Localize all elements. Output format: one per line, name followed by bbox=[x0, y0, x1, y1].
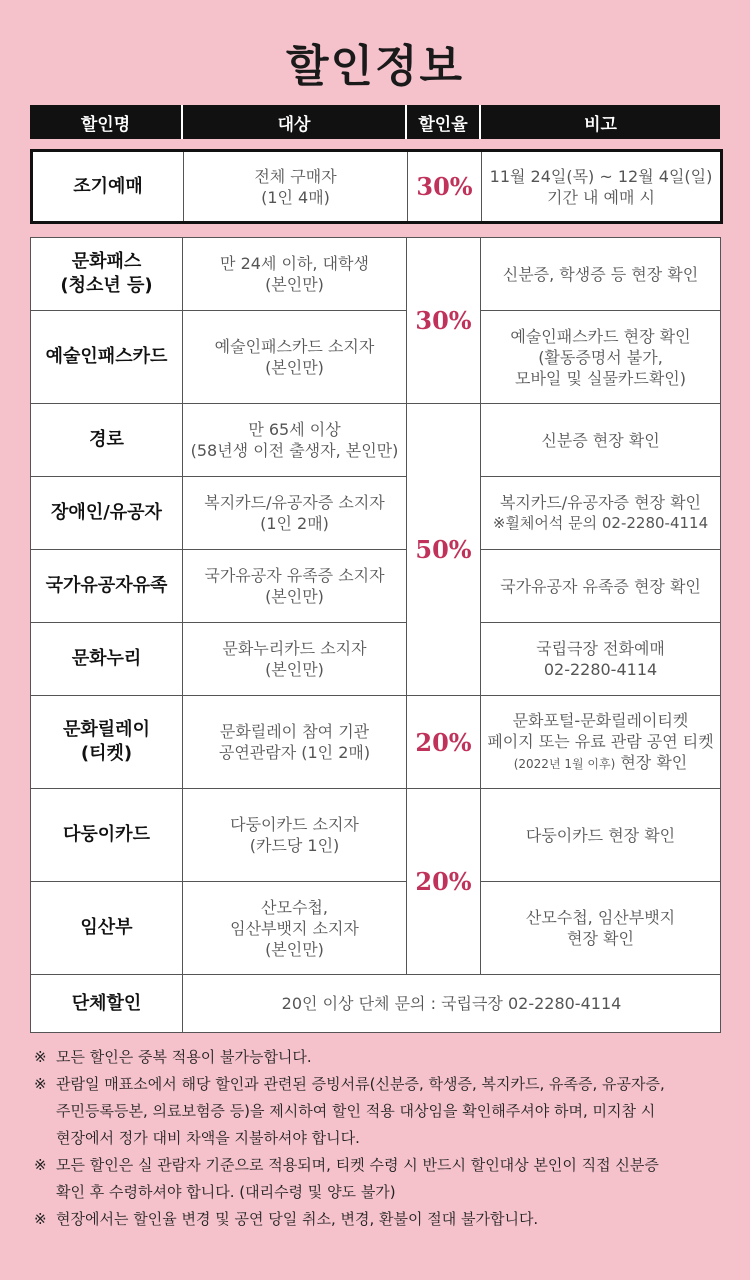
discount-target: 문화릴레이 참여 기관 공연관람자 (1인 2매) bbox=[183, 696, 407, 789]
list-item: ※ 관람일 매표소에서 해당 할인과 관련된 증빙서류(신분증, 학생증, 복지카드, 유족증, 유공자증, 주민등록등본, 의료보험증 등)을 제시하여 할인 적용 대상임을 확인해주셔야 하며, 미지참 시 현장에서 정가 대비 차액을 지불하셔야 합니다. bbox=[34, 1071, 724, 1152]
discount-note: 산모수첩, 임산부뱃지 현장 확인 bbox=[481, 882, 721, 975]
page-title: 할인정보 bbox=[285, 41, 464, 92]
list-item: ※ 모든 할인은 중복 적용이 불가능합니다. bbox=[34, 1044, 724, 1071]
discount-name: 다둥이카드 bbox=[31, 789, 183, 882]
discount-target: 예술인패스카드 소지자 (본인만) bbox=[183, 311, 407, 404]
discount-target: 전체 구매자 (1인 4매) bbox=[184, 151, 408, 223]
table-row bbox=[31, 975, 721, 1033]
discount-name: 임산부 bbox=[31, 882, 183, 975]
discount-rate: 20% bbox=[407, 696, 481, 789]
discount-target: 산모수첩, 임산부뱃지 소지자 (본인만) bbox=[183, 882, 407, 975]
notes-list bbox=[34, 1044, 724, 1233]
header-rate: 할인율 bbox=[406, 105, 480, 139]
list-item: ※ 모든 할인은 실 관람자 기준으로 적용되며, 티켓 수령 시 반드시 할인대상 본인이 직접 신분증 확인 후 수령하셔야 합니다. (대리수령 및 양도 불가) bbox=[34, 1152, 724, 1206]
table-row bbox=[31, 882, 721, 975]
discount-target: 만 65세 이상 (58년생 이전 출생자, 본인만) bbox=[183, 404, 407, 477]
table-row bbox=[31, 623, 721, 696]
discount-note: 국립극장 전화예매 02-2280-4114 bbox=[481, 623, 721, 696]
header-target: 대상 bbox=[182, 105, 406, 139]
header-name: 할인명 bbox=[30, 105, 182, 139]
discount-target: 문화누리카드 소지자 (본인만) bbox=[183, 623, 407, 696]
discount-target: 복지카드/유공자증 소지자 (1인 2매) bbox=[183, 477, 407, 550]
note-mark: ※ bbox=[34, 1210, 47, 1228]
discount-rate: 30% bbox=[408, 151, 482, 223]
discount-note: 복지카드/유공자증 현장 확인 ※휠체어석 문의 02-2280-4114 bbox=[481, 477, 721, 550]
discount-note: 다둥이카드 현장 확인 bbox=[481, 789, 721, 882]
table-row bbox=[31, 550, 721, 623]
discount-note: 신분증, 학생증 등 현장 확인 bbox=[481, 238, 721, 311]
discount-target: 국가유공자 유족증 소지자 (본인만) bbox=[183, 550, 407, 623]
discount-name: 문화릴레이 (티켓) bbox=[31, 696, 183, 789]
discount-note: 신분증 현장 확인 bbox=[481, 404, 721, 477]
discount-name: 문화누리 bbox=[31, 623, 183, 696]
discount-note: 예술인패스카드 현장 확인 (활동증명서 불가, 모바일 및 실물카드확인) bbox=[481, 311, 721, 404]
discount-table bbox=[30, 237, 721, 1033]
discount-note: 국가유공자 유족증 현장 확인 bbox=[481, 550, 721, 623]
discount-name: 예술인패스카드 bbox=[31, 311, 183, 404]
discount-name: 문화패스 (청소년 등) bbox=[31, 238, 183, 311]
header-note: 비고 bbox=[480, 105, 720, 139]
discount-target: 만 24세 이하, 대학생 (본인만) bbox=[183, 238, 407, 311]
discount-rate: 20% bbox=[407, 789, 481, 975]
discount-note: 11월 24일(목) ~ 12월 4일(일) 기간 내 예매 시 bbox=[482, 151, 722, 223]
discount-name: 단체할인 bbox=[31, 975, 183, 1033]
table-row bbox=[31, 238, 721, 311]
discount-name: 경로 bbox=[31, 404, 183, 477]
discount-name: 장애인/유공자 bbox=[31, 477, 183, 550]
discount-note: 20인 이상 단체 문의 : 국립극장 02-2280-4114 bbox=[183, 975, 721, 1033]
discount-name: 조기예매 bbox=[32, 151, 184, 223]
table-row bbox=[31, 696, 721, 789]
discount-rate: 50% bbox=[407, 404, 481, 696]
table-row bbox=[31, 477, 721, 550]
discount-header-table bbox=[30, 105, 720, 139]
table-row bbox=[31, 789, 721, 882]
discount-note: 문화포털-문화릴레이티켓 페이지 또는 유료 관람 공연 티켓 (2022년 1월 이후) 현장 확인 bbox=[481, 696, 721, 789]
table-row bbox=[31, 311, 721, 404]
discount-target: 다둥이카드 소지자 (카드당 1인) bbox=[183, 789, 407, 882]
note-mark: ※ bbox=[34, 1075, 47, 1093]
discount-rate: 30% bbox=[407, 238, 481, 404]
discount-name: 국가유공자유족 bbox=[31, 550, 183, 623]
table-row bbox=[32, 151, 722, 223]
early-booking-table bbox=[30, 149, 723, 224]
table-row bbox=[31, 404, 721, 477]
note-mark: ※ bbox=[34, 1048, 47, 1066]
note-mark: ※ bbox=[34, 1156, 47, 1174]
list-item: ※ 현장에서는 할인율 변경 및 공연 당일 취소, 변경, 환불이 절대 불가합니다. bbox=[34, 1206, 724, 1233]
